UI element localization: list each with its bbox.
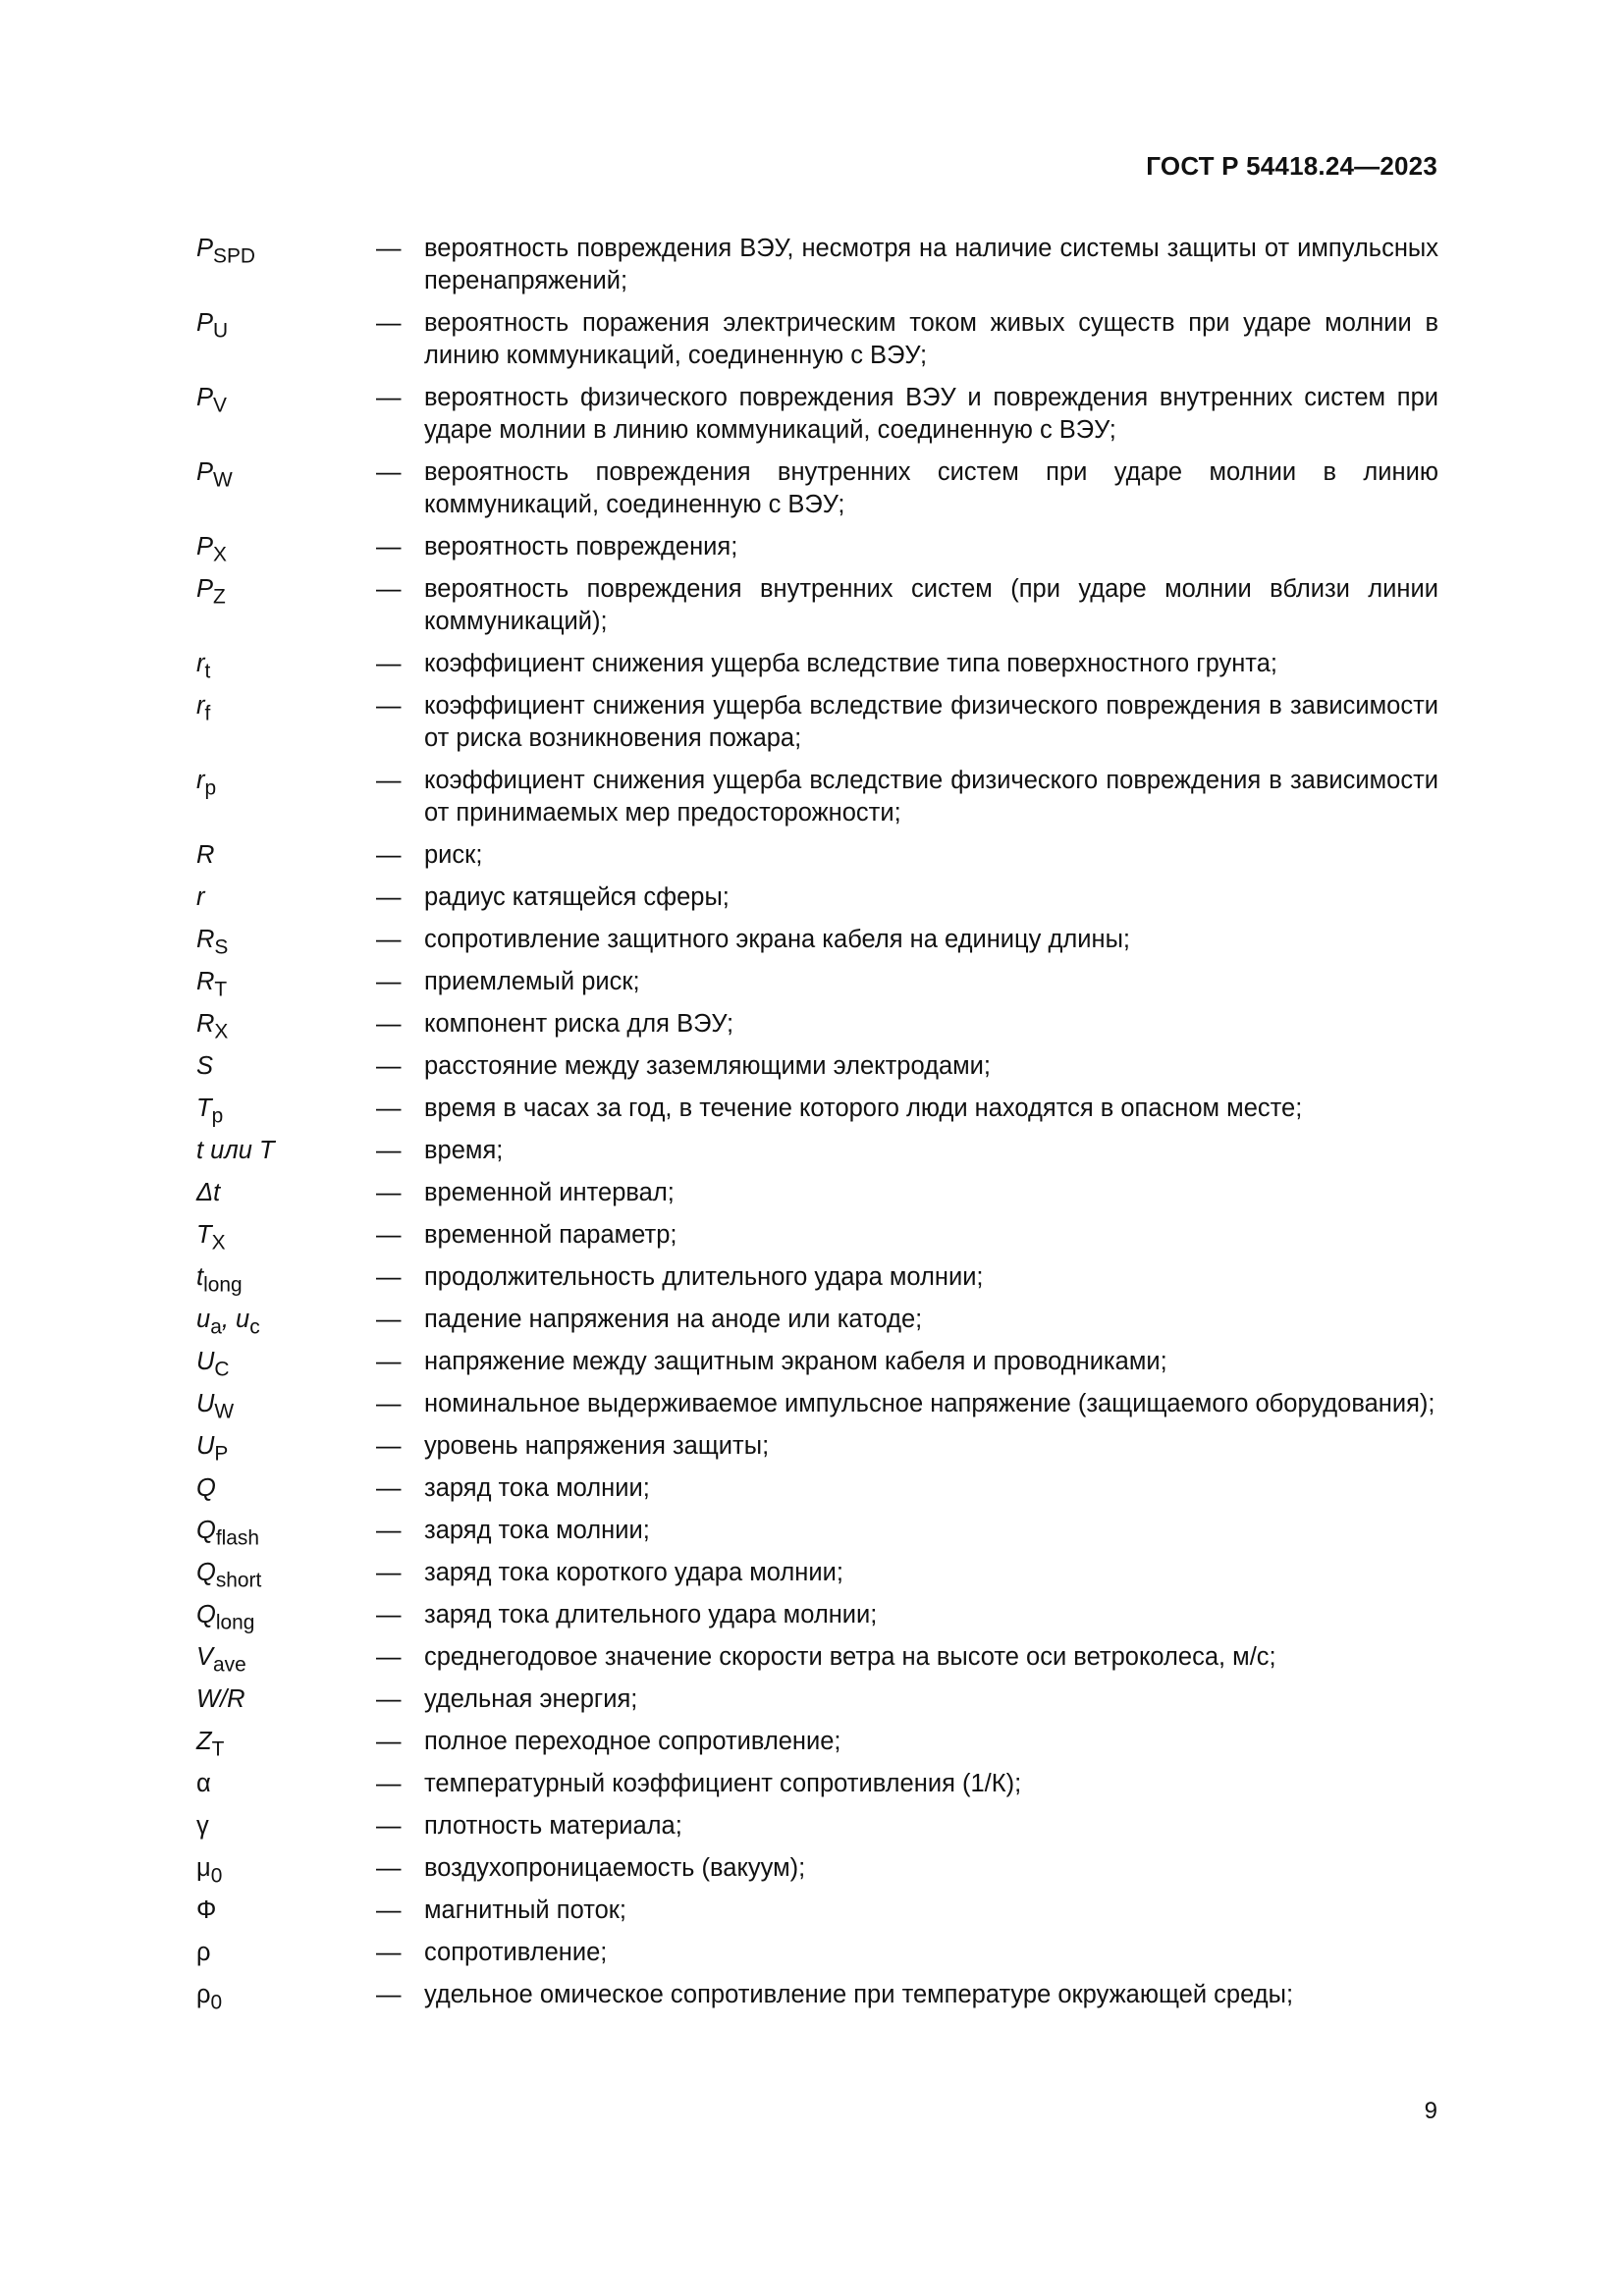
em-dash: —: [376, 1263, 402, 1291]
symbol-main: Q: [196, 1559, 216, 1586]
symbol-description: компонент риска для ВЭУ;: [424, 1010, 734, 1038]
symbol-row: [196, 1430, 1438, 1466]
symbol-row: [196, 881, 1438, 914]
symbol-notation: [196, 1050, 376, 1083]
symbol-description: полное переходное сопротивление;: [424, 1728, 841, 1755]
symbol-row: [196, 456, 1438, 521]
symbol-row: [196, 1135, 1438, 1167]
symbol-description: временной интервал;: [424, 1179, 675, 1206]
symbol-notation: [196, 1008, 376, 1041]
symbol-subscript: V: [213, 394, 227, 417]
symbol-notation: [196, 1219, 376, 1255]
symbol-notation: [196, 573, 376, 638]
symbol-row: [196, 648, 1438, 683]
symbol-main: R: [196, 1010, 215, 1038]
symbol-main: V: [196, 1643, 214, 1671]
symbol-main: Φ: [196, 1896, 217, 1924]
symbol-notation: [196, 1515, 376, 1550]
symbol-notation: [196, 1261, 376, 1297]
symbol-description: вероятность повреждения внутренних систем (при ударе молнии вблизи линии коммуникаций);: [424, 575, 1438, 635]
symbol-description: вероятность повреждения ВЭУ, несмотря на наличие системы защиты от импульсных перенапряжений;: [424, 235, 1438, 294]
em-dash: —: [376, 1432, 402, 1460]
symbol-description: температурный коэффициент сопротивления (1/К);: [424, 1770, 1022, 1797]
symbol-subscript: p: [204, 776, 217, 800]
symbol-row: [196, 765, 1438, 829]
symbol-main: Q: [196, 1601, 216, 1629]
symbol-notation: [196, 1810, 376, 1842]
symbol-subscript: X: [214, 1020, 229, 1043]
em-dash: —: [376, 1052, 402, 1080]
symbol-main: ρ: [196, 1981, 211, 2008]
symbol-row: [196, 1388, 1438, 1423]
symbol-main: r: [196, 650, 205, 677]
symbol-subscript: short: [215, 1569, 262, 1592]
symbol-description: заряд тока короткого удара молнии;: [424, 1559, 843, 1586]
em-dash: —: [376, 1348, 402, 1375]
symbol-description: вероятность повреждения внутренних систем при ударе молнии в линию коммуникаций, соединенную с ВЭУ;: [424, 458, 1438, 518]
document-code-header: ГОСТ Р 54418.24—2023: [1146, 151, 1437, 181]
symbol-row: [196, 1008, 1438, 1041]
em-dash: —: [376, 575, 402, 603]
symbol-row: [196, 382, 1438, 447]
em-dash: —: [376, 384, 402, 411]
em-dash: —: [376, 1221, 402, 1249]
em-dash: —: [376, 1179, 402, 1206]
symbol-main: R: [196, 841, 215, 869]
em-dash: —: [376, 1474, 402, 1502]
symbol-subscript: 0: [210, 1991, 223, 2014]
symbol-description: коэффициент снижения ущерба вследствие физического повреждения в зависимости от риска возникновения пожара;: [424, 692, 1438, 752]
symbol-main: P: [196, 575, 214, 603]
symbol-row: [196, 1768, 1438, 1800]
symbol-row: [196, 1557, 1438, 1592]
symbol-notation: [196, 1135, 376, 1167]
em-dash: —: [376, 692, 402, 720]
em-dash: —: [376, 1685, 402, 1713]
em-dash: —: [376, 767, 402, 794]
symbol-notation: [196, 531, 376, 566]
symbol-description: номинальное выдерживаемое импульсное напряжение (защищаемого оборудования);: [424, 1390, 1435, 1417]
symbol-row: [196, 1093, 1438, 1128]
symbol-main: R: [196, 968, 215, 995]
em-dash: —: [376, 1812, 402, 1840]
em-dash: —: [376, 309, 402, 337]
symbol-notation: [196, 1726, 376, 1761]
symbol-description: риск;: [424, 841, 483, 869]
symbol-notation: [196, 1852, 376, 1888]
em-dash: —: [376, 968, 402, 995]
symbol-main: W/R: [196, 1685, 245, 1713]
symbol-subscript: long: [203, 1273, 243, 1297]
symbol-notation: [196, 648, 376, 683]
symbol-row: [196, 690, 1438, 755]
symbol-notation: [196, 1641, 376, 1677]
symbol-notation: [196, 1683, 376, 1716]
symbol-notation: [196, 1895, 376, 1927]
symbol-main: P: [196, 458, 214, 486]
symbol-notation: [196, 1599, 376, 1634]
symbol-row: [196, 1177, 1438, 1209]
symbol-subscript: flash: [215, 1526, 260, 1550]
symbol-notation: [196, 233, 376, 297]
symbol-row: [196, 233, 1438, 297]
em-dash: —: [376, 1517, 402, 1544]
symbol-row: [196, 1726, 1438, 1761]
symbol-main: Z: [196, 1728, 212, 1755]
symbol-notation: [196, 966, 376, 1001]
em-dash: —: [376, 1939, 402, 1966]
symbol-description: плотность материала;: [424, 1812, 682, 1840]
em-dash: —: [376, 1770, 402, 1797]
symbol-main: P: [196, 384, 214, 411]
symbol-description: вероятность поражения электрическим током живых существ при ударе молнии в линию коммуникаций, соединенную с ВЭУ;: [424, 309, 1438, 369]
symbol-notation: [196, 456, 376, 521]
symbol-notation: [196, 1346, 376, 1381]
symbol-notation: [196, 765, 376, 829]
symbol-main: P: [196, 309, 214, 337]
symbol-main: U: [196, 1348, 215, 1375]
em-dash: —: [376, 650, 402, 677]
symbol-subscript: U: [213, 319, 229, 343]
symbol-subscript: a: [210, 1315, 222, 1339]
symbol-main: u: [196, 1306, 211, 1333]
symbol-notation: [196, 1093, 376, 1128]
symbol-notation: [196, 382, 376, 447]
symbol-row: [196, 1599, 1438, 1634]
symbol-description: напряжение между защитным экраном кабеля и проводниками;: [424, 1348, 1167, 1375]
symbol-notation: [196, 1557, 376, 1592]
symbol-main-second: , u: [221, 1306, 250, 1333]
em-dash: —: [376, 1854, 402, 1882]
symbol-description: магнитный поток;: [424, 1896, 627, 1924]
symbol-subscript: SPD: [213, 244, 256, 268]
symbol-main: t: [196, 1263, 204, 1291]
symbol-description: сопротивление;: [424, 1939, 608, 1966]
symbol-subscript: X: [213, 543, 227, 566]
symbol-main: r: [196, 767, 205, 794]
em-dash: —: [376, 841, 402, 869]
symbol-row: [196, 1641, 1438, 1677]
symbol-main: Q: [196, 1517, 216, 1544]
symbol-row: [196, 1895, 1438, 1927]
symbol-description: падение напряжения на аноде или катоде;: [424, 1306, 923, 1333]
symbol-notation: [196, 924, 376, 959]
symbol-row: [196, 1261, 1438, 1297]
symbol-subscript: ave: [213, 1653, 246, 1677]
symbol-notation: [196, 1388, 376, 1423]
symbol-description: заряд тока молнии;: [424, 1517, 650, 1544]
symbol-description: сопротивление защитного экрана кабеля на единицу длины;: [424, 926, 1130, 953]
symbol-notation: [196, 307, 376, 372]
symbol-description: временной параметр;: [424, 1221, 677, 1249]
symbol-subscript: C: [214, 1358, 230, 1381]
symbol-main: T: [196, 1095, 212, 1122]
em-dash: —: [376, 458, 402, 486]
symbol-row: [196, 531, 1438, 566]
symbol-notation: [196, 1472, 376, 1505]
symbol-main: ρ: [196, 1939, 211, 1966]
symbol-subscript: T: [211, 1737, 225, 1761]
symbol-subscript: T: [214, 978, 228, 1001]
symbol-description: вероятность физического повреждения ВЭУ и повреждения внутренних систем при ударе молнии в линию коммуникаций, соединенную с ВЭУ;: [424, 384, 1438, 444]
symbol-row: [196, 1050, 1438, 1083]
symbol-notation: [196, 1304, 376, 1339]
symbol-subscript: 0: [210, 1864, 223, 1888]
symbol-row: [196, 573, 1438, 638]
em-dash: —: [376, 1896, 402, 1924]
symbol-subscript: f: [204, 702, 211, 725]
em-dash: —: [376, 1390, 402, 1417]
em-dash: —: [376, 926, 402, 953]
symbol-notation: [196, 1430, 376, 1466]
symbol-description: продолжительность длительного удара молнии;: [424, 1263, 984, 1291]
symbol-description: удельное омическое сопротивление при температуре окружающей среды;: [424, 1981, 1294, 2008]
em-dash: —: [376, 1728, 402, 1755]
symbol-subscript: long: [215, 1611, 255, 1634]
symbol-main: U: [196, 1432, 215, 1460]
symbol-notation: [196, 839, 376, 872]
symbol-notation: [196, 1979, 376, 2014]
symbol-description: коэффициент снижения ущерба вследствие типа поверхностного грунта;: [424, 650, 1277, 677]
symbol-notation: [196, 1177, 376, 1209]
symbol-main: γ: [196, 1812, 209, 1840]
symbol-main: P: [196, 235, 214, 262]
symbol-description: время;: [424, 1137, 504, 1164]
em-dash: —: [376, 1559, 402, 1586]
symbol-main: P: [196, 533, 214, 561]
symbol-main: U: [196, 1390, 215, 1417]
em-dash: —: [376, 1981, 402, 2008]
symbol-main: r: [196, 692, 205, 720]
symbol-description: заряд тока длительного удара молнии;: [424, 1601, 878, 1629]
symbol-row: [196, 1304, 1438, 1339]
symbol-row: [196, 1852, 1438, 1888]
symbol-row: [196, 839, 1438, 872]
em-dash: —: [376, 533, 402, 561]
symbol-notation: [196, 1768, 376, 1800]
em-dash: —: [376, 1643, 402, 1671]
symbol-notation: [196, 1937, 376, 1969]
symbol-description: среднегодовое значение скорости ветра на высоте оси ветроколеса, м/с;: [424, 1643, 1276, 1671]
symbol-description: уровень напряжения защиты;: [424, 1432, 770, 1460]
symbol-notation: [196, 881, 376, 914]
em-dash: —: [376, 1137, 402, 1164]
symbol-subscript: W: [214, 1400, 235, 1423]
em-dash: —: [376, 883, 402, 911]
symbol-row: [196, 1219, 1438, 1255]
symbols-list: [196, 233, 1438, 2021]
symbol-main: R: [196, 926, 215, 953]
symbol-subscript: S: [214, 935, 229, 959]
symbol-main: μ: [196, 1854, 211, 1882]
em-dash: —: [376, 1095, 402, 1122]
symbol-description: удельная энергия;: [424, 1685, 638, 1713]
symbol-row: [196, 1472, 1438, 1505]
symbol-description: вероятность повреждения;: [424, 533, 738, 561]
symbol-main: r: [196, 883, 205, 911]
symbol-subscript: t: [204, 660, 211, 683]
symbol-description: время в часах за год, в течение которого люди находятся в опасном месте;: [424, 1095, 1303, 1122]
symbol-subscript: p: [211, 1104, 224, 1128]
symbol-notation: [196, 690, 376, 755]
symbol-description: приемлемый риск;: [424, 968, 640, 995]
page-number: 9: [1424, 2098, 1437, 2124]
symbol-main: S: [196, 1052, 214, 1080]
symbol-description: коэффициент снижения ущерба вследствие физического повреждения в зависимости от принимаемых мер предосторожности;: [424, 767, 1438, 827]
symbol-row: [196, 1346, 1438, 1381]
symbol-subscript: W: [213, 468, 233, 492]
symbol-main: t или T: [196, 1137, 275, 1164]
symbol-subscript: Z: [213, 585, 226, 609]
symbol-main: α: [196, 1770, 211, 1797]
symbol-subscript-second: c: [249, 1315, 260, 1339]
symbol-row: [196, 307, 1438, 372]
em-dash: —: [376, 1601, 402, 1629]
symbol-main: T: [196, 1221, 212, 1249]
symbol-subscript: P: [214, 1442, 229, 1466]
symbol-description: воздухопроницаемость (вакуум);: [424, 1854, 806, 1882]
symbol-row: [196, 966, 1438, 1001]
symbol-description: заряд тока молнии;: [424, 1474, 650, 1502]
symbol-main: Δt: [196, 1179, 221, 1206]
symbol-description: радиус катящейся сферы;: [424, 883, 730, 911]
symbol-row: [196, 1515, 1438, 1550]
em-dash: —: [376, 1010, 402, 1038]
em-dash: —: [376, 1306, 402, 1333]
symbol-row: [196, 1810, 1438, 1842]
symbol-row: [196, 1937, 1438, 1969]
symbol-row: [196, 1979, 1438, 2014]
symbol-row: [196, 1683, 1438, 1716]
symbol-subscript: X: [211, 1231, 226, 1255]
em-dash: —: [376, 235, 402, 262]
symbol-description: расстояние между заземляющими электродами;: [424, 1052, 991, 1080]
symbol-main: Q: [196, 1474, 216, 1502]
symbol-row: [196, 924, 1438, 959]
